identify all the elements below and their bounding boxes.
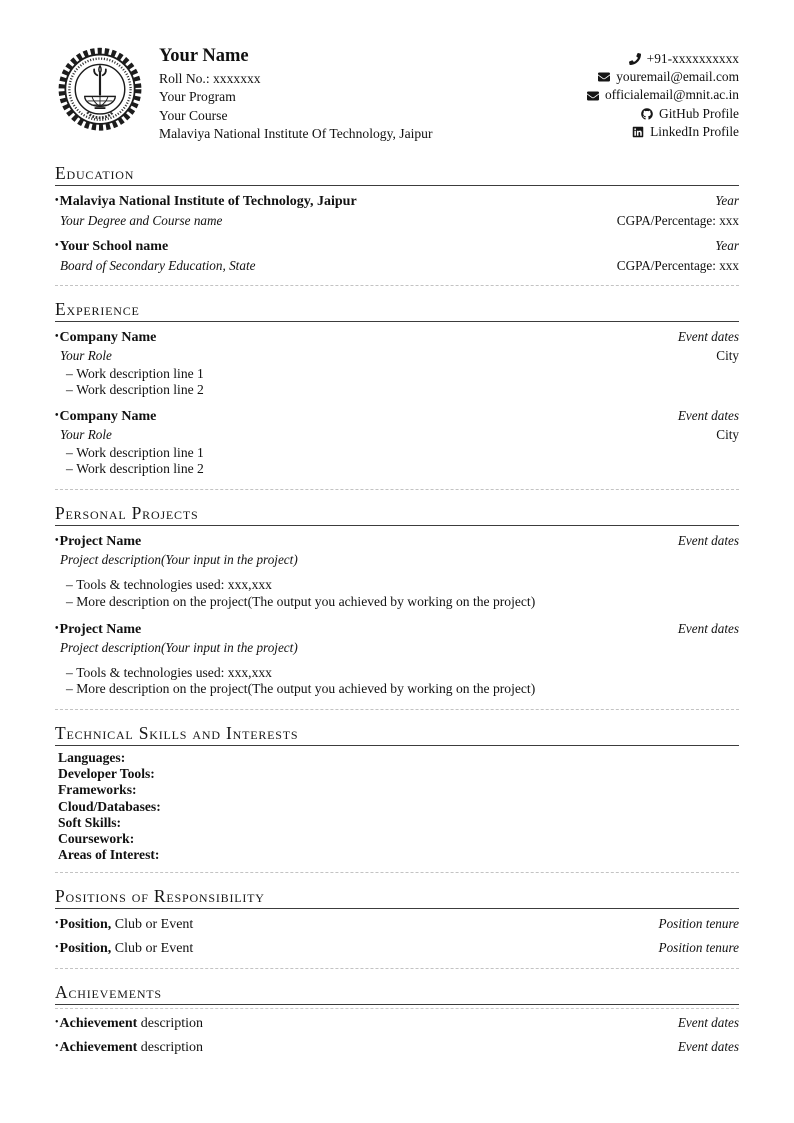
project-entry bbox=[55, 621, 739, 697]
section-projects bbox=[55, 503, 739, 710]
section-experience bbox=[55, 299, 739, 491]
education-title: Education bbox=[55, 163, 739, 186]
education-institution: • Your School name bbox=[55, 239, 168, 255]
github-icon bbox=[641, 108, 653, 120]
city: City bbox=[716, 347, 739, 363]
work-point: – Work description line 2 bbox=[66, 461, 739, 477]
position-tenure: Position tenure bbox=[658, 915, 739, 931]
project-point: – More description on the project(The output you achieved by working on the project) bbox=[66, 681, 739, 697]
education-score: CGPA/Percentage: xxx bbox=[616, 257, 739, 273]
skill-label-frameworks: Frameworks: bbox=[58, 782, 137, 798]
phone-icon bbox=[629, 53, 641, 65]
achievement-name: Achievement bbox=[59, 1015, 138, 1031]
linkedin-link[interactable] bbox=[587, 123, 739, 141]
experience-entry bbox=[55, 408, 739, 477]
education-entry bbox=[55, 193, 739, 229]
project-dates: Event dates bbox=[677, 620, 739, 636]
skill-label-areas-of-interest: Areas of Interest: bbox=[58, 846, 160, 862]
work-point: – Work description line 1 bbox=[66, 366, 739, 382]
achievement-entry bbox=[55, 1039, 739, 1056]
work-point: – Work description line 1 bbox=[66, 445, 739, 461]
education-entry bbox=[55, 238, 739, 274]
experience-dates: Event dates bbox=[677, 408, 739, 424]
education-score: CGPA/Percentage: xxx bbox=[616, 212, 739, 228]
project-dates: Event dates bbox=[677, 533, 739, 549]
achievement-detail: description bbox=[140, 1039, 203, 1055]
program: Your Program bbox=[159, 89, 236, 105]
linkedin-icon bbox=[632, 126, 644, 138]
achievement-dates: Event dates bbox=[677, 1038, 739, 1054]
person-name: Your Name bbox=[159, 46, 249, 66]
skills-title: Technical Skills and Interests bbox=[55, 723, 739, 746]
skill-label-soft-skills: Soft Skills: bbox=[58, 814, 122, 830]
course: Your Course bbox=[159, 107, 228, 123]
section-skills bbox=[55, 723, 739, 873]
official-email-text: officialemail@mnit.ac.in bbox=[604, 87, 739, 103]
personal-email-text: youremail@email.com bbox=[616, 69, 739, 85]
linkedin-text: LinkedIn Profile bbox=[650, 123, 739, 139]
position-entry bbox=[55, 940, 739, 957]
position-name: Position, bbox=[59, 916, 112, 932]
project-entry bbox=[55, 533, 739, 609]
education-degree: Board of Secondary Education, State bbox=[60, 257, 256, 273]
education-year: Year bbox=[715, 237, 739, 253]
education-year: Year bbox=[715, 192, 739, 208]
achievement-detail: description bbox=[140, 1015, 203, 1031]
experience-title: Experience bbox=[55, 299, 739, 322]
experience-dates: Event dates bbox=[677, 328, 739, 344]
company-name: • Company Name bbox=[55, 330, 156, 346]
achievements-title: Achievements bbox=[55, 982, 739, 1005]
section-positions bbox=[55, 886, 739, 969]
work-point: – Work description line 2 bbox=[66, 382, 739, 398]
education-degree: Your Degree and Course name bbox=[60, 212, 223, 228]
role: Your Role bbox=[60, 427, 112, 443]
experience-entry bbox=[55, 329, 739, 398]
institute-name: Malaviya National Institute Of Technology, Jaipur bbox=[159, 126, 433, 142]
header bbox=[55, 44, 739, 144]
position-detail: Club or Event bbox=[114, 940, 194, 956]
company-name: • Company Name bbox=[55, 409, 156, 425]
education-institution: • Malaviya National Institute of Technology, Jaipur bbox=[55, 194, 357, 210]
mnit-logo-icon bbox=[55, 44, 145, 138]
position-entry bbox=[55, 916, 739, 933]
contact-block bbox=[587, 44, 739, 141]
project-point: – Tools & technologies used: xxx,xxx bbox=[66, 665, 739, 681]
envelope-icon bbox=[598, 71, 610, 83]
section-achievements bbox=[55, 982, 739, 1072]
achievement-dates: Event dates bbox=[677, 1014, 739, 1030]
projects-title: Personal Projects bbox=[55, 503, 739, 526]
project-name: • Project Name bbox=[55, 534, 141, 550]
project-point: – More description on the project(The output you achieved by working on the project) bbox=[66, 594, 739, 610]
positions-title: Positions of Responsibility bbox=[55, 886, 739, 909]
skill-label-languages: Languages: bbox=[58, 750, 126, 766]
project-description: Project description(Your input in the project) bbox=[60, 552, 298, 568]
role: Your Role bbox=[60, 347, 112, 363]
envelope-icon bbox=[587, 90, 599, 102]
github-link[interactable] bbox=[587, 105, 739, 123]
position-tenure: Position tenure bbox=[658, 939, 739, 955]
phone-text: +91-xxxxxxxxxx bbox=[646, 51, 739, 66]
position-name: Position, bbox=[59, 940, 112, 956]
project-point: – Tools & technologies used: xxx,xxx bbox=[66, 577, 739, 593]
skill-label-developer-tools: Developer Tools: bbox=[58, 766, 155, 782]
position-detail: Club or Event bbox=[114, 916, 194, 932]
identity-block bbox=[159, 44, 587, 144]
personal-email-link[interactable] bbox=[587, 68, 739, 86]
project-description: Project description(Your input in the project) bbox=[60, 639, 298, 655]
phone-link[interactable] bbox=[587, 50, 739, 68]
github-text: GitHub Profile bbox=[659, 105, 739, 121]
city: City bbox=[716, 427, 739, 443]
project-name: • Project Name bbox=[55, 622, 141, 638]
skill-label-coursework: Coursework: bbox=[58, 830, 135, 846]
achievement-entry bbox=[55, 1015, 739, 1032]
achievement-name: Achievement bbox=[59, 1039, 138, 1055]
section-education bbox=[55, 163, 739, 286]
skill-label-cloud-databases: Cloud/Databases: bbox=[58, 798, 161, 814]
official-email-link[interactable] bbox=[587, 86, 739, 104]
roll-number: Roll No.: xxxxxxx bbox=[159, 71, 261, 86]
